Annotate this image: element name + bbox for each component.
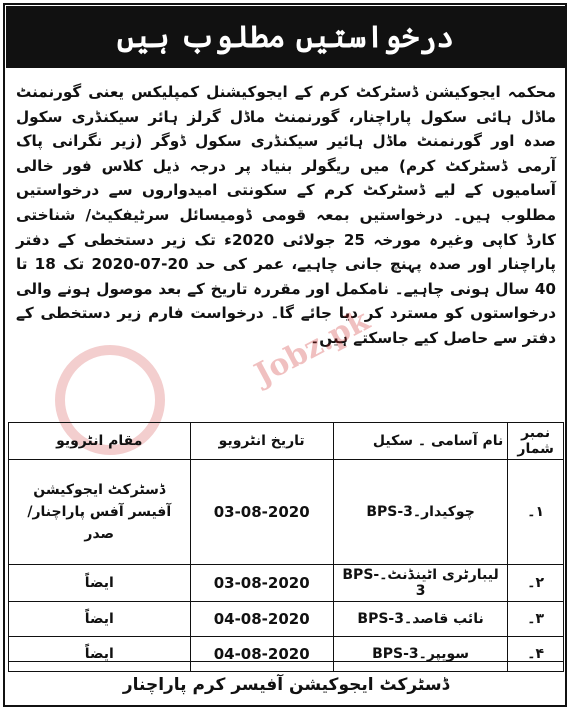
header-place: مقام انٹرویو — [9, 423, 191, 460]
table-row — [9, 565, 564, 602]
row-number: ۱۔ — [508, 460, 564, 565]
table-header-row — [9, 423, 564, 460]
table-row — [9, 460, 564, 565]
row-date: 04-08-2020 — [190, 637, 333, 672]
posts-table — [8, 422, 564, 672]
header-post: نام آسامی ۔ سکیل — [333, 423, 507, 460]
row-post: چوکیدار۔BPS-3 — [333, 460, 507, 565]
watermark-text: Jobz.pk — [249, 302, 376, 393]
row-date: 03-08-2020 — [190, 460, 333, 565]
row-date: 04-08-2020 — [190, 602, 333, 637]
row-place: ایضاً — [9, 565, 191, 602]
row-number: ۳۔ — [508, 602, 564, 637]
row-number: ۲۔ — [508, 565, 564, 602]
row-place: ڈسٹرکٹ ایجوکیشن آفیسر آفس پاراچنار/صدر — [9, 460, 191, 565]
row-date: 03-08-2020 — [190, 565, 333, 602]
ad-paragraph: محکمہ ایجوکیشن ڈسٹرکٹ کرم کے ایجوکیشنل کمپلیکس یعنی گورنمنٹ ماڈل ہائی سکول پاراچنار، گورنمنٹ ماڈل گرلز ہائر سیکنڈری سکول صدہ اور گورنمنٹ ماڈل ہائیر سیکنڈری سکول ڈوگر (زیر نگرانی پاک آرمی ڈسٹرکٹ کرم) میں ریگولر بنیاد پر درجہ ذیل کلاس فور خالی آسامیوں کے لیے ڈسٹرکٹ کرم کے سکونتی امیدواروں سے درخواستیں مطلوب ہیں۔ درخواستیں بمعہ قومی ڈومیسائل سرٹیفکیٹ/ شناختی کارڈ کاپی وغیرہ مورخہ 25 جولائی 2020ء تک زیر دستخطی کے دفتر پاراچنار اور صدہ پہنچ جانی چاہیے، عمر کی حد 20-07-2020 تک 18 تا 40 سال ہونی چاہیے۔ نامکمل اور مقررہ تاریخ کے بعد موصول ہونے والی درخواستوں کو مسترد کر دیا جائے گا۔ درخواست فارم زیر دستخطی کے دفتر سے حاصل کیے جاسکتے ہیں۔ — [16, 83, 557, 347]
row-post: سویپر۔BPS-3 — [333, 637, 507, 672]
row-number: ۴۔ — [508, 637, 564, 672]
ad-title: درخواستیں مطلوب ہیں — [116, 19, 455, 55]
row-place: ایضاً — [9, 637, 191, 672]
header-number: نمبر شمار — [508, 423, 564, 460]
row-post: نائب قاصد۔BPS-3 — [333, 602, 507, 637]
table-row — [9, 602, 564, 637]
row-place: ایضاً — [9, 602, 191, 637]
row-post: لیبارٹری اٹینڈنٹ۔BPS-3 — [333, 565, 507, 602]
header-date: تاریخ انٹرویو — [190, 423, 333, 460]
title-banner — [6, 6, 565, 68]
issuer-signature: ڈسٹرکٹ ایجوکیشن آفیسر کرم پاراچنار — [8, 661, 564, 708]
